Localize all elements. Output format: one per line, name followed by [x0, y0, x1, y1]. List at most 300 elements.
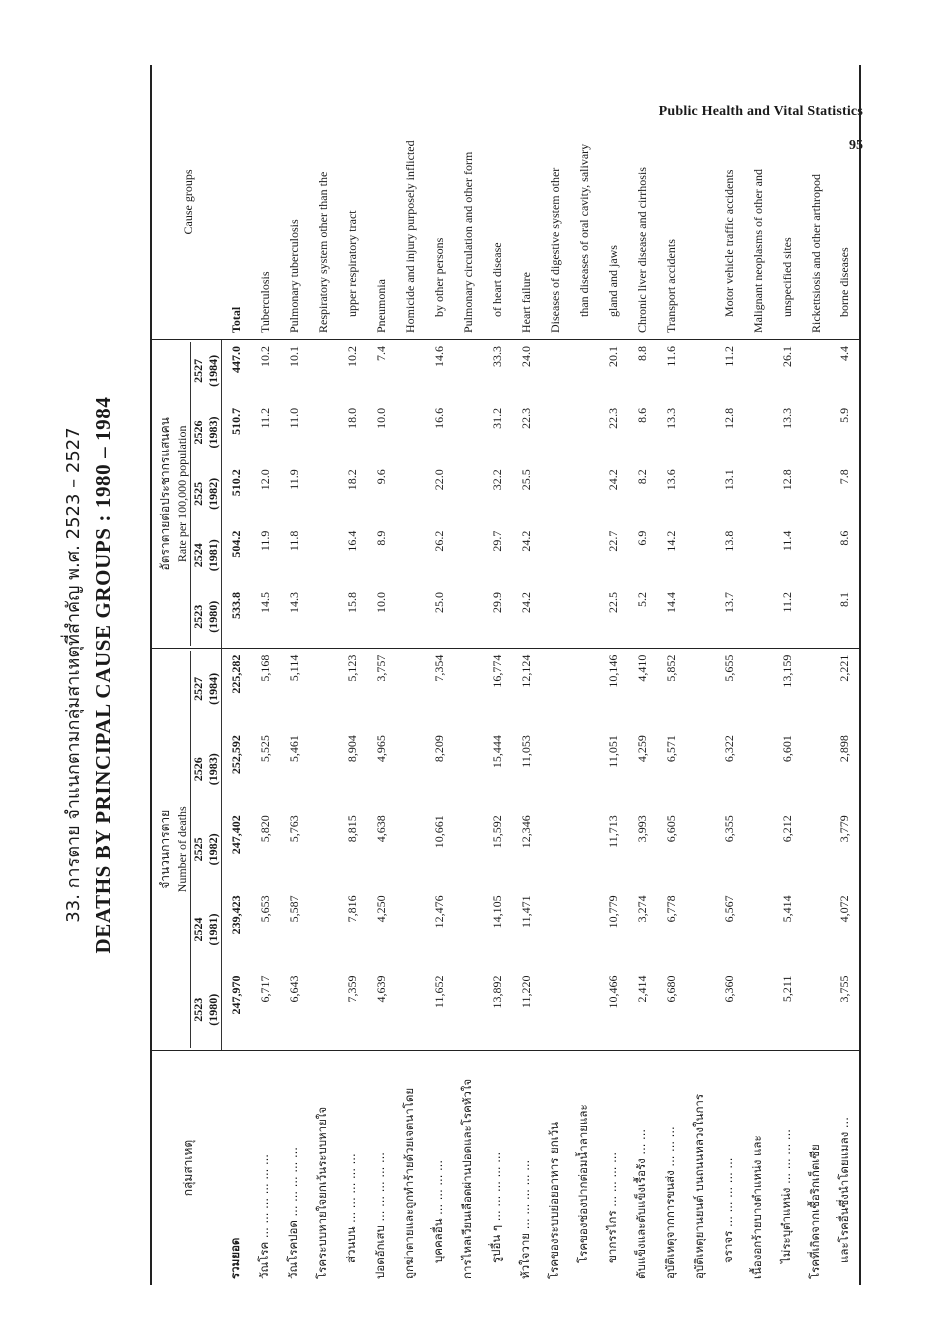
rate-value: 31.2 [489, 407, 504, 429]
rate-value: 510.2 [228, 469, 243, 497]
table-row [773, 65, 802, 1285]
deaths-value: 5,123 [344, 654, 359, 682]
deaths-value: 4,072 [831, 889, 860, 969]
rate-value: 26.2 [431, 530, 446, 552]
deaths-value [396, 970, 425, 1051]
cause-thai: วัณโรคปอด ... ... ... ... ... [280, 1051, 309, 1286]
rate-value [309, 586, 338, 648]
rate-value [541, 463, 570, 524]
deaths-value: 4,410 [634, 654, 649, 682]
deaths-value: 5,414 [779, 895, 794, 923]
year-be-rate-3: 2526 [191, 420, 205, 445]
rate-value: 15.8 [338, 586, 367, 648]
deaths-value: 12,476 [431, 895, 446, 929]
table-row [251, 65, 280, 1285]
deaths-value [802, 970, 831, 1051]
cause-thai: ขากรรไกร ... ... ... ... [599, 1051, 628, 1286]
rate-value: 533.8 [222, 586, 251, 648]
cause-english: unspecified sites [773, 65, 802, 340]
table-row [686, 65, 715, 1285]
rate-value: 9.6 [373, 469, 388, 485]
cause-english: Transport accidents [657, 65, 686, 340]
deaths-value: 5,653 [257, 895, 272, 923]
rate-value [570, 463, 599, 524]
deaths-value: 4,638 [373, 815, 388, 843]
rate-value [802, 340, 831, 402]
rate-value [396, 463, 425, 524]
deaths-value: 4,259 [634, 735, 649, 763]
cause-thai: บุคคลอื่น ... ... ... ... [425, 1051, 454, 1286]
rate-value [686, 340, 715, 402]
deaths-value: 5,763 [286, 815, 301, 843]
col-cause-thai: กลุ่มสาเหตุ [151, 1051, 222, 1286]
deaths-value: 10,661 [431, 815, 446, 849]
rate-value: 16.6 [431, 407, 446, 429]
rate-value: 13.8 [721, 530, 736, 552]
col-deaths-group [151, 648, 191, 1050]
year-be-deaths-2: 2525 [191, 837, 205, 862]
cause-english: Pulmonary circulation and other form [454, 65, 483, 340]
rate-value: 14.6 [431, 346, 446, 367]
rate-value [396, 586, 425, 648]
table-row [280, 65, 309, 1285]
rate-value [396, 340, 425, 402]
rate-value: 11.2 [721, 346, 736, 367]
rate-value: 20.1 [605, 346, 620, 367]
deaths-value [309, 729, 338, 809]
rate-value: 29.9 [483, 586, 512, 648]
deaths-value [541, 970, 570, 1051]
rate-value [686, 463, 715, 524]
deaths-value: 14,105 [489, 895, 504, 929]
deaths-value: 6,643 [286, 975, 301, 1003]
rate-value: 8.9 [373, 530, 388, 546]
rate-value: 25.0 [425, 586, 454, 648]
deaths-value [541, 889, 570, 969]
rate-value [309, 402, 338, 463]
deaths-value: 2,898 [831, 729, 860, 809]
cause-thai: โรคของช่องปากต่อมน้ำลายและ [570, 1051, 599, 1286]
rate-value [802, 586, 831, 648]
deaths-value [686, 648, 715, 729]
year-be-deaths-4: 2527 [191, 676, 205, 701]
cause-thai: ตับแข็งและตับแข็งเรื้อรัง ... ... [628, 1051, 657, 1286]
rate-value [454, 525, 483, 586]
col-cause-english: Cause groups [151, 65, 222, 340]
rate-value [802, 525, 831, 586]
deaths-value: 6,778 [663, 895, 678, 923]
deaths-value: 3,755 [831, 970, 860, 1051]
deaths-value [396, 889, 425, 969]
table-row [628, 65, 657, 1285]
rate-value: 8.6 [831, 525, 860, 586]
deaths-value: 4,639 [373, 975, 388, 1003]
rate-value [744, 463, 773, 524]
table-row [425, 65, 454, 1285]
rate-value: 12.0 [257, 469, 272, 491]
deaths-value [744, 970, 773, 1051]
rate-value: 13.6 [663, 469, 678, 491]
rate-value: 33.3 [489, 346, 504, 367]
rate-value [570, 525, 599, 586]
running-header: Public Health and Vital Statistics [658, 104, 863, 119]
deaths-value: 2,414 [634, 975, 649, 1003]
cause-thai: จราจร ... ... ... ... ... [715, 1051, 744, 1286]
rate-value: 5.9 [831, 402, 860, 463]
rate-value: 8.8 [634, 346, 649, 361]
table-row [802, 65, 831, 1285]
deaths-value [454, 970, 483, 1051]
deaths-value [802, 809, 831, 889]
title-thai: 33. การตาย จำแนกตามกลุ่มสาเหตุที่สำคัญ พ.ศ. 2523 – 2527 [63, 427, 84, 923]
deaths-value: 5,114 [286, 654, 301, 682]
rate-value [309, 463, 338, 524]
rate-value [396, 402, 425, 463]
deaths-value: 13,159 [779, 654, 794, 688]
table-row [483, 65, 512, 1285]
rate-value: 24.2 [605, 469, 620, 491]
deaths-value: 15,444 [489, 735, 504, 769]
rate-value: 8.2 [634, 469, 649, 485]
table-row [454, 65, 483, 1285]
rate-value: 11.2 [257, 407, 272, 429]
cause-thai: การไหลเวียนเลือดผ่านปอดและโรคหัวใจ [454, 1051, 483, 1286]
cause-english: Diseases of digestive system other [541, 65, 570, 340]
table-row [396, 65, 425, 1285]
rate-value: 10.2 [257, 346, 272, 367]
deaths-value: 3,274 [634, 895, 649, 923]
table-row [744, 65, 773, 1285]
deaths-value: 10,146 [605, 654, 620, 688]
cause-thai: รวมยอด [222, 1051, 251, 1286]
cause-english: Pulmonary tuberculosis [280, 65, 309, 340]
cause-english: borne diseases [831, 65, 860, 340]
deaths-value [686, 729, 715, 809]
deaths-value: 13,892 [489, 975, 504, 1009]
cause-thai: ส่วนบน ... ... ... ... ... [338, 1051, 367, 1286]
deaths-value: 6,571 [663, 735, 678, 763]
rate-value: 11.4 [779, 530, 794, 552]
deaths-value [541, 809, 570, 889]
deaths-value [570, 729, 599, 809]
deaths-value: 8,904 [344, 735, 359, 763]
deaths-value: 3,757 [373, 654, 388, 682]
rate-value [541, 402, 570, 463]
deaths-value: 11,051 [605, 735, 620, 768]
year-be-rate-0: 2523 [191, 586, 206, 648]
rate-value: 13.1 [721, 469, 736, 491]
rate-value: 22.7 [605, 530, 620, 552]
rotated-table-frame [60, 65, 851, 1285]
rate-value [309, 525, 338, 586]
deaths-value: 11,713 [605, 815, 620, 848]
rate-value: 26.1 [779, 346, 794, 367]
deaths-value: 6,601 [779, 735, 794, 763]
rate-value: 11.6 [663, 346, 678, 367]
rate-value: 11.9 [257, 530, 272, 552]
rate-value: 11.0 [286, 407, 301, 429]
table-titles [60, 65, 118, 1285]
deaths-table [150, 65, 861, 1285]
rate-value: 504.2 [228, 530, 243, 558]
rate-value [454, 586, 483, 648]
deaths-value: 5,168 [257, 654, 272, 682]
rate-value [570, 586, 599, 648]
table-row [570, 65, 599, 1285]
deaths-value: 4,965 [373, 735, 388, 763]
year-ad-rate-3: (1983) [206, 402, 222, 463]
cause-thai: ปอดอักเสบ ... ... ... ... ... [367, 1051, 396, 1286]
cause-thai: เนื้องอกร้ายบางตำแหน่ง และ [744, 1051, 773, 1286]
rate-value: 11.2 [773, 586, 802, 648]
deaths-value [309, 889, 338, 969]
rate-value: 13.3 [779, 407, 794, 429]
rate-value: 22.3 [518, 407, 533, 429]
deaths-value [396, 729, 425, 809]
cause-thai: หัวใจวาย ... ... ... ... ... [512, 1051, 541, 1286]
cause-english: Chronic liver disease and cirrhosis [628, 65, 657, 340]
deaths-value: 4,250 [373, 895, 388, 923]
cause-english: gland and jaws [599, 65, 628, 340]
deaths-value [454, 809, 483, 889]
deaths-value [744, 648, 773, 729]
cause-english: Respiratory system other than the [309, 65, 338, 340]
cause-english: Tuberculosis [251, 65, 280, 340]
rate-value [744, 340, 773, 402]
deaths-value: 15,592 [489, 815, 504, 849]
cause-english: of heart disease [483, 65, 512, 340]
rate-value [570, 340, 599, 402]
rate-value [541, 586, 570, 648]
rate-value: 29.7 [489, 530, 504, 552]
deaths-value: 6,360 [721, 975, 736, 1003]
cause-english: Rickettsiosis and other arthropod [802, 65, 831, 340]
deaths-value [541, 648, 570, 729]
cause-english: Pneumonia [367, 65, 396, 340]
rate-value: 24.0 [518, 346, 533, 367]
year-ad-deaths-0: (1980) [206, 970, 222, 1051]
deaths-value [570, 648, 599, 729]
cause-english: upper respiratory tract [338, 65, 367, 340]
deaths-value: 11,652 [431, 975, 446, 1009]
deaths-value: 12,346 [518, 815, 533, 849]
deaths-value: 239,423 [228, 895, 243, 935]
deaths-value: 6,322 [721, 735, 736, 763]
title-english: DEATHS BY PRINCIPAL CAUSE GROUPS : 1980 – 1984 [91, 396, 115, 954]
rate-value: 18.2 [344, 469, 359, 491]
cause-thai: โรคของระบบย่อยอาหาร ยกเว้น [541, 1051, 570, 1286]
deaths-value: 225,282 [228, 654, 243, 694]
cause-english: Homicide and injury purposely inflicted [396, 65, 425, 340]
cause-thai: อุบัติเหตุจากการขนส่ง ... ... ... [657, 1051, 686, 1286]
rate-value [686, 402, 715, 463]
rate-value: 510.7 [228, 407, 243, 435]
rate-english-label: Rate per 100,000 population [175, 342, 191, 646]
rate-value: 25.5 [518, 469, 533, 491]
rate-value: 13.3 [663, 407, 678, 429]
deaths-value: 10,779 [605, 895, 620, 929]
rate-value: 8.1 [831, 586, 860, 648]
rate-value: 22.5 [599, 586, 628, 648]
table-row [309, 65, 338, 1285]
rate-value: 13.7 [715, 586, 744, 648]
deaths-value [570, 809, 599, 889]
deaths-value: 6,605 [663, 815, 678, 843]
rate-value: 4.4 [831, 340, 860, 402]
rate-value: 14.4 [657, 586, 686, 648]
deaths-value [802, 889, 831, 969]
rate-value [541, 525, 570, 586]
deaths-value [541, 729, 570, 809]
cause-english: Malignant neoplasms of other and [744, 65, 773, 340]
deaths-value: 5,852 [663, 654, 678, 682]
deaths-thai-label: จำนวนการตาย [158, 809, 172, 889]
deaths-value: 6,355 [721, 815, 736, 843]
rate-value [686, 525, 715, 586]
rate-value: 12.8 [779, 469, 794, 491]
rate-value: 16.4 [344, 530, 359, 552]
deaths-value [686, 809, 715, 889]
deaths-value [744, 729, 773, 809]
deaths-value [686, 889, 715, 969]
deaths-value: 5,820 [257, 815, 272, 843]
rate-value [309, 340, 338, 402]
rate-value: 22.3 [605, 407, 620, 429]
rate-value: 18.0 [344, 407, 359, 429]
deaths-value [570, 889, 599, 969]
table-row [599, 65, 628, 1285]
rate-value: 32.2 [489, 469, 504, 491]
table-row [831, 65, 860, 1285]
deaths-english-label: Number of deaths [175, 651, 191, 1048]
deaths-value: 5,211 [779, 975, 794, 1003]
table-row [715, 65, 744, 1285]
deaths-value: 11,471 [518, 895, 533, 928]
rate-value [541, 340, 570, 402]
deaths-value [309, 648, 338, 729]
deaths-value [454, 648, 483, 729]
year-ad-rate-2: (1982) [206, 463, 222, 524]
rate-value: 447.0 [228, 346, 243, 373]
rate-value [570, 402, 599, 463]
deaths-value: 7,816 [344, 895, 359, 923]
rate-value: 14.5 [251, 586, 280, 648]
year-be-rate-1: 2524 [191, 543, 205, 568]
cause-thai: โรคระบบหายใจยกเว้นระบบหายใจ [309, 1051, 338, 1286]
rate-thai-label: อัตราตายต่อประชากรแสนคน [158, 417, 172, 571]
rate-value: 11.8 [286, 530, 301, 552]
rate-value [744, 586, 773, 648]
deaths-value [454, 729, 483, 809]
deaths-value: 2,221 [831, 648, 860, 729]
table-row [512, 65, 541, 1285]
page-number: 95 [849, 138, 863, 153]
deaths-value: 5,655 [721, 654, 736, 682]
rate-value [744, 525, 773, 586]
rate-value [686, 586, 715, 648]
rate-value: 24.2 [518, 530, 533, 552]
rate-value: 14.2 [663, 530, 678, 552]
rate-value [454, 463, 483, 524]
deaths-value: 252,592 [228, 735, 243, 775]
deaths-value: 12,124 [518, 654, 533, 688]
year-be-rate-2: 2525 [191, 481, 205, 506]
rate-value [802, 402, 831, 463]
deaths-value [802, 648, 831, 729]
deaths-value [309, 970, 338, 1051]
cause-thai: และโรคอื่นซึ่งนำโดยแมลง ... [831, 1051, 860, 1286]
cause-english: by other persons [425, 65, 454, 340]
deaths-value: 11,053 [518, 735, 533, 768]
year-ad-rate-4: (1984) [206, 340, 222, 402]
cause-thai: ถูกฆ่าตายและถูกทำร้ายด้วยเจตนาโดย [396, 1051, 425, 1286]
deaths-value: 247,970 [228, 975, 243, 1015]
rate-value: 10.1 [286, 346, 301, 367]
deaths-value: 5,461 [286, 735, 301, 763]
cause-thai: รูปอื่น ๆ ... ... ... ... ... [483, 1051, 512, 1286]
rate-value: 7.4 [373, 346, 388, 361]
deaths-value [396, 809, 425, 889]
year-be-deaths-0: 2523 [191, 997, 205, 1022]
deaths-value [396, 648, 425, 729]
year-be-rate-4: 2527 [191, 358, 205, 383]
table-row [222, 65, 251, 1285]
rate-value [454, 340, 483, 402]
cause-thai: โรคที่เกิดจากเชื้อริกเก็ตเซีย [802, 1051, 831, 1286]
deaths-value [744, 809, 773, 889]
rate-value [396, 525, 425, 586]
year-ad-deaths-3: (1983) [206, 729, 222, 809]
deaths-value: 6,717 [257, 975, 272, 1003]
cause-thai: อุบัติเหตุยานยนต์ บนถนนหลวงในการ [686, 1051, 715, 1286]
rate-value: 10.0 [367, 586, 396, 648]
rate-value [802, 463, 831, 524]
col-rate-group [151, 340, 191, 649]
deaths-value: 7,354 [431, 654, 446, 682]
cause-thai: วัณโรค ... ... ... ... ... ... [251, 1051, 280, 1286]
cause-english: Total [222, 65, 251, 340]
deaths-value: 6,567 [721, 895, 736, 923]
deaths-value: 10,466 [605, 975, 620, 1009]
rate-value: 14.3 [280, 586, 309, 648]
deaths-value: 6,212 [779, 815, 794, 843]
table-row [338, 65, 367, 1285]
deaths-value [802, 729, 831, 809]
deaths-value: 16,774 [489, 654, 504, 688]
year-ad-rate-1: (1981) [206, 525, 222, 586]
deaths-value: 247,402 [228, 815, 243, 855]
deaths-value [309, 809, 338, 889]
rate-value [744, 402, 773, 463]
deaths-value [570, 970, 599, 1051]
table-row [367, 65, 396, 1285]
year-be-deaths-1: 2524 [191, 917, 205, 942]
deaths-value: 8,815 [344, 815, 359, 843]
cause-english: Heart failure [512, 65, 541, 340]
year-ad-deaths-1: (1981) [206, 889, 222, 969]
cause-english: Motor vehicle traffic accidents [715, 65, 744, 340]
rate-value: 12.8 [721, 407, 736, 429]
deaths-value: 3,779 [831, 809, 860, 889]
rate-value: 22.0 [431, 469, 446, 491]
rate-value: 7.8 [831, 463, 860, 524]
year-be-deaths-3: 2526 [191, 757, 205, 782]
table-row [657, 65, 686, 1285]
table-row [541, 65, 570, 1285]
rate-value: 24.2 [512, 586, 541, 648]
deaths-value: 7,359 [344, 975, 359, 1003]
cause-thai: ไม่ระบุตำแหน่ง ... ... ... ... [773, 1051, 802, 1286]
